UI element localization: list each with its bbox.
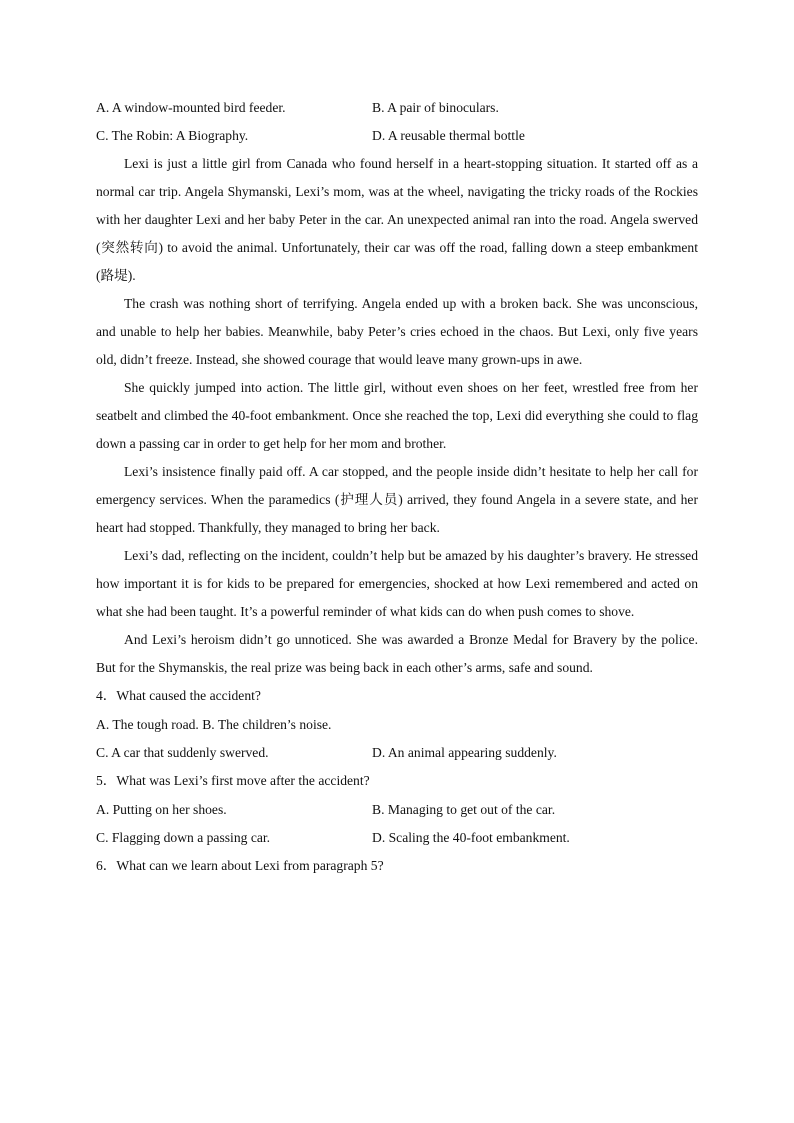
question-5-option-d: D. Scaling the 40-foot embankment. <box>372 829 570 845</box>
passage-paragraph-3: She quickly jumped into action. The little girl, without even shoes on her feet, wrestled free from her seatbelt and climbed the 40-foot embankment. Once she reached the top, Lexi did everything she could to flag down a passing car in order to get help for her mom and brother. <box>96 380 698 451</box>
question-5-option-c: C. Flagging down a passing car. <box>96 829 271 845</box>
option-d: D. A reusable thermal bottle <box>372 128 525 143</box>
question-4-options-ab: A. The tough road. B. The children’s noise. <box>96 716 332 732</box>
option-a: A. A window-mounted bird feeder. <box>96 100 286 115</box>
option-b: B. A pair of binoculars. <box>372 100 499 115</box>
option-c: C. The Robin: A Biography. <box>96 128 249 143</box>
top-options-row-1 <box>96 94 698 122</box>
question-5-options-ab <box>96 796 698 824</box>
question-5-options-cd <box>96 824 698 852</box>
question-4-option-d: D. An animal appearing suddenly. <box>372 745 557 760</box>
question-5-option-b: B. Managing to get out of the car. <box>372 801 556 817</box>
question-5-option-a: A. Putting on her shoes. <box>96 801 227 817</box>
passage-paragraph-4: Lexi’s insistence finally paid off. A car stopped, and the people inside didn’t hesitate to help her call for emergency services. When the paramedics (护理人员) arrived, they found Angela in a severe state, and her heart had stopped. Thankfully, they managed to bring her back. <box>96 464 698 535</box>
exam-page <box>96 94 698 880</box>
question-5: 5．What was Lexi’s first move after the accident? <box>96 773 370 788</box>
question-6: 6．What can we learn about Lexi from paragraph 5? <box>96 857 384 873</box>
passage-paragraph-2: The crash was nothing short of terrifying. Angela ended up with a broken back. She was unconscious, and unable to help her babies. Meanwhile, baby Peter’s cries echoed in the chaos. But Lexi, only five years old, didn’t freeze. Instead, she showed courage that would leave many grown-ups in awe. <box>96 296 698 367</box>
question-4-option-c: C. A car that suddenly swerved. <box>96 745 269 760</box>
question-4: 4．What caused the accident? <box>96 688 261 703</box>
passage-paragraph-5: Lexi’s dad, reflecting on the incident, couldn’t help but be amazed by his daughter’s bravery. He stressed how important it is for kids to be prepared for emergencies, shocked at how Lexi remembered and acted on what she had been taught. It’s a powerful reminder of what kids can do when push comes to shove. <box>96 548 698 619</box>
top-options-row-2 <box>96 122 698 150</box>
passage-paragraph-6: And Lexi’s heroism didn’t go unnoticed. She was awarded a Bronze Medal for Bravery by the police. But for the Shymanskis, the real prize was being back in each other’s arms, safe and sound. <box>96 632 698 675</box>
passage-paragraph-1: Lexi is just a little girl from Canada who found herself in a heart-stopping situation. It started off as a normal car trip. Angela Shymanski, Lexi’s mom, was at the wheel, navigating the tricky roads of the Rockies with her daughter Lexi and her baby Peter in the car. An unexpected animal ran into the road. Angela swerved (突然转向) to avoid the animal. Unfortunately, their car was off the road, falling down a steep embankment (路堤). <box>96 156 698 283</box>
question-4-options-cd <box>96 739 698 767</box>
